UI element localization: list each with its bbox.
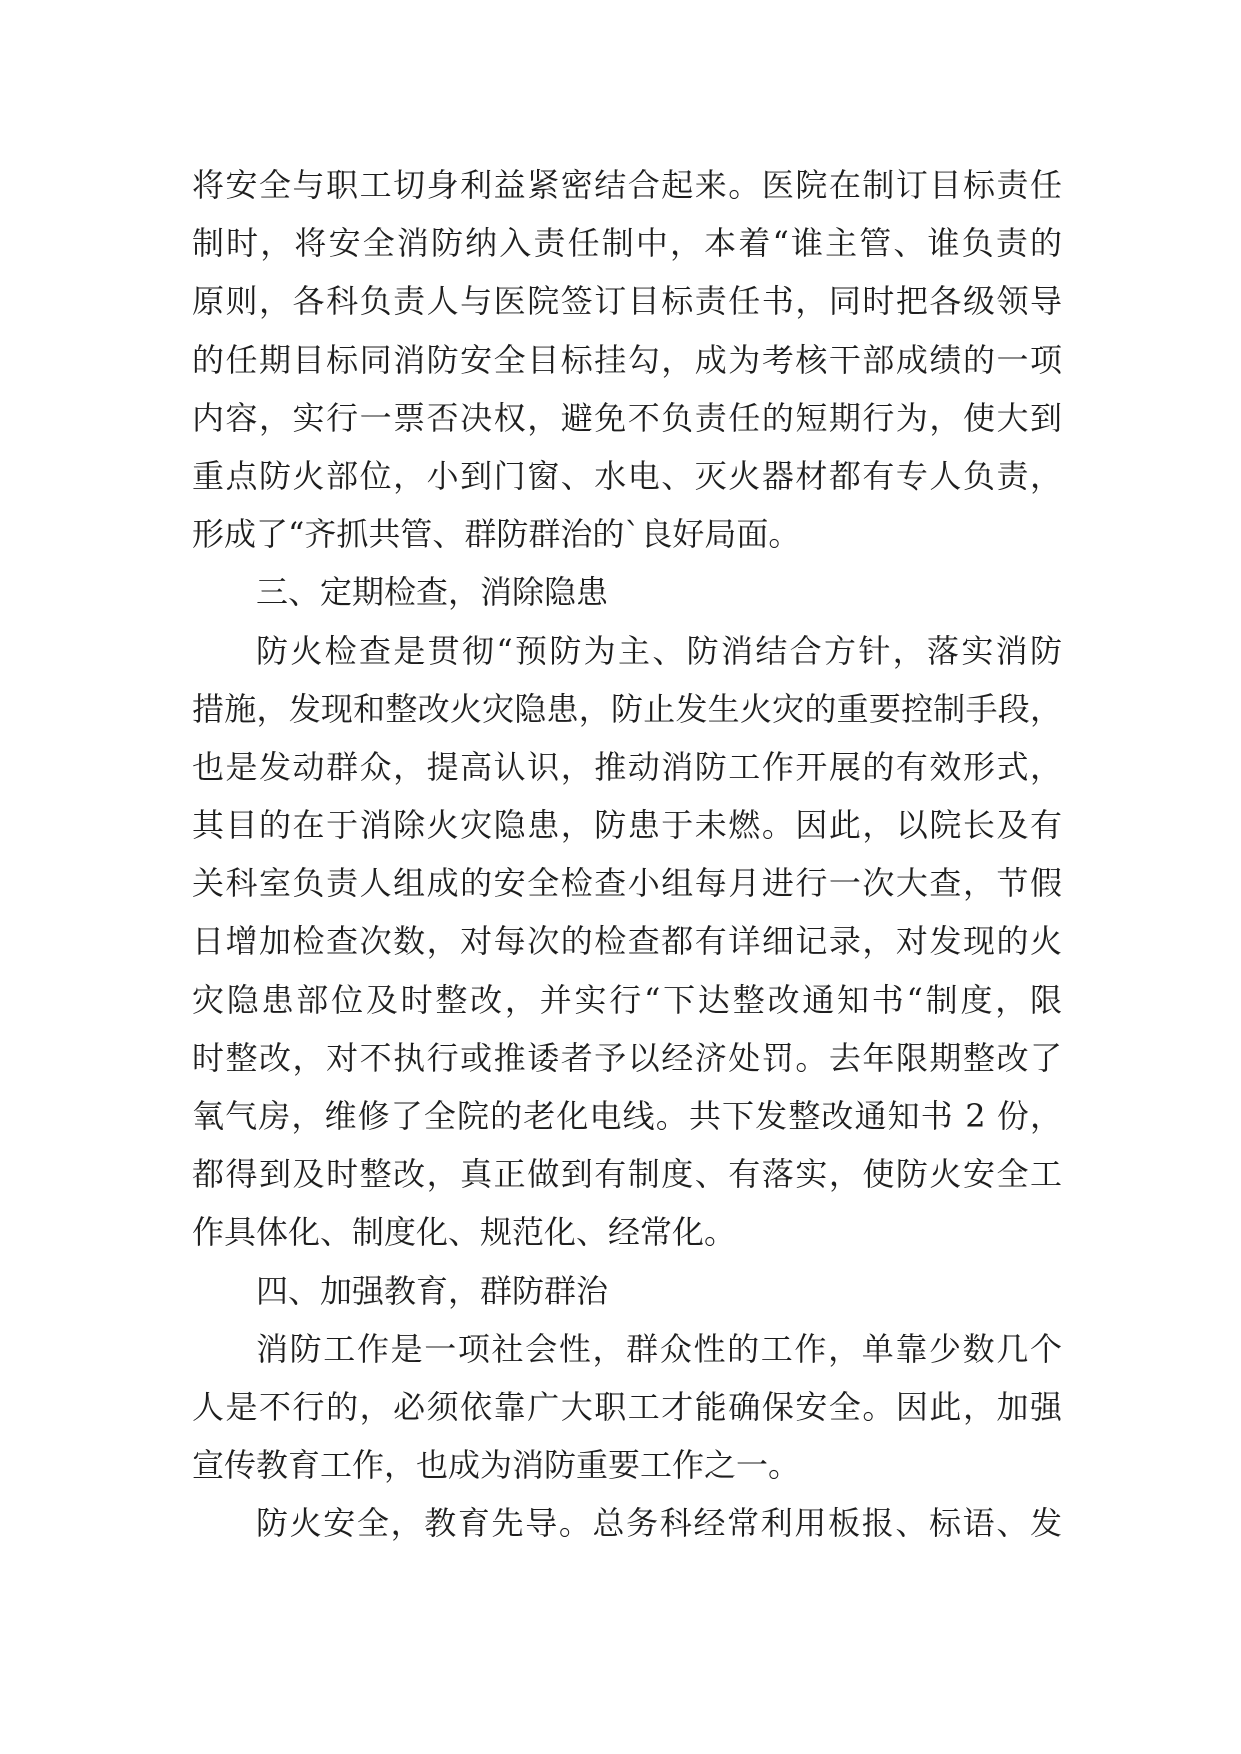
- text-line: 形成了“齐抓共管、群防群治的`良好局面。: [192, 515, 801, 554]
- text-line: 人是不行的，必须依靠广大职工才能确保安全。因此，加强: [192, 1387, 1062, 1426]
- text-line: 措施，发现和整改火灾隐患，防止发生火灾的重要控制手段，: [192, 689, 1062, 728]
- text-line: 日增加检查次数，对每次的检查都有详细记录，对发现的火: [192, 922, 1062, 961]
- text-line: 都得到及时整改，真正做到有制度、有落实，使防火安全工: [192, 1155, 1062, 1194]
- text-line: 其目的在于消除火灾隐患，防患于未燃。因此，以院长及有: [192, 806, 1062, 845]
- text-line: 的任期目标同消防安全目标挂勾，成为考核干部成绩的一项: [192, 340, 1062, 379]
- text-line: 灾隐患部位及时整改，并实行“下达整改通知书“制度，限: [192, 980, 1062, 1019]
- text-line: 也是发动群众，提高认识，推动消防工作开展的有效形式，: [192, 747, 1062, 786]
- paragraph: [192, 1320, 1062, 1495]
- text-line: 宣传教育工作，也成为消防重要工作之一。: [192, 1446, 801, 1485]
- paragraph: [192, 156, 1062, 563]
- text-line: 消防工作是一项社会性，群众性的工作，单靠少数几个: [256, 1329, 1062, 1368]
- text-line: 时整改，对不执行或推诿者予以经济处罚。去年限期整改了: [192, 1038, 1062, 1077]
- text-line: 关科室负责人组成的安全检查小组每月进行一次大查，节假: [192, 864, 1062, 903]
- text-line: 作具体化、制度化、规范化、经常化。: [192, 1213, 737, 1252]
- text-line: 内容，实行一票否决权，避免不负责任的短期行为，使大到: [192, 398, 1062, 437]
- text-line: 氧气房，维修了全院的老化电线。共下发整改通知书 2 份，: [192, 1097, 1062, 1135]
- text-line: 制时，将安全消防纳入责任制中，本着“谁主管、谁负责的: [192, 224, 1062, 263]
- text-line: 防火安全，教育先导。总务科经常利用板报、标语、发: [256, 1504, 1062, 1543]
- section-heading: 四、加强教育，群防群治: [256, 1271, 609, 1310]
- text-line: 将安全与职工切身利益紧密结合起来。医院在制订目标责任: [192, 166, 1062, 204]
- document-body: [192, 156, 1062, 1553]
- paragraph: [192, 622, 1062, 1262]
- text-line: 原则，各科负责人与医院签订目标责任书，同时把各级领导: [192, 282, 1062, 321]
- text-line: 防火检查是贯彻“预防为主、防消结合方针，落实消防: [256, 631, 1062, 670]
- section-heading: 三、定期检查，消除隐患: [256, 573, 609, 612]
- text-line: 重点防火部位，小到门窗、水电、灭火器材都有专人负责，: [192, 456, 1062, 495]
- paragraph: [192, 1494, 1062, 1552]
